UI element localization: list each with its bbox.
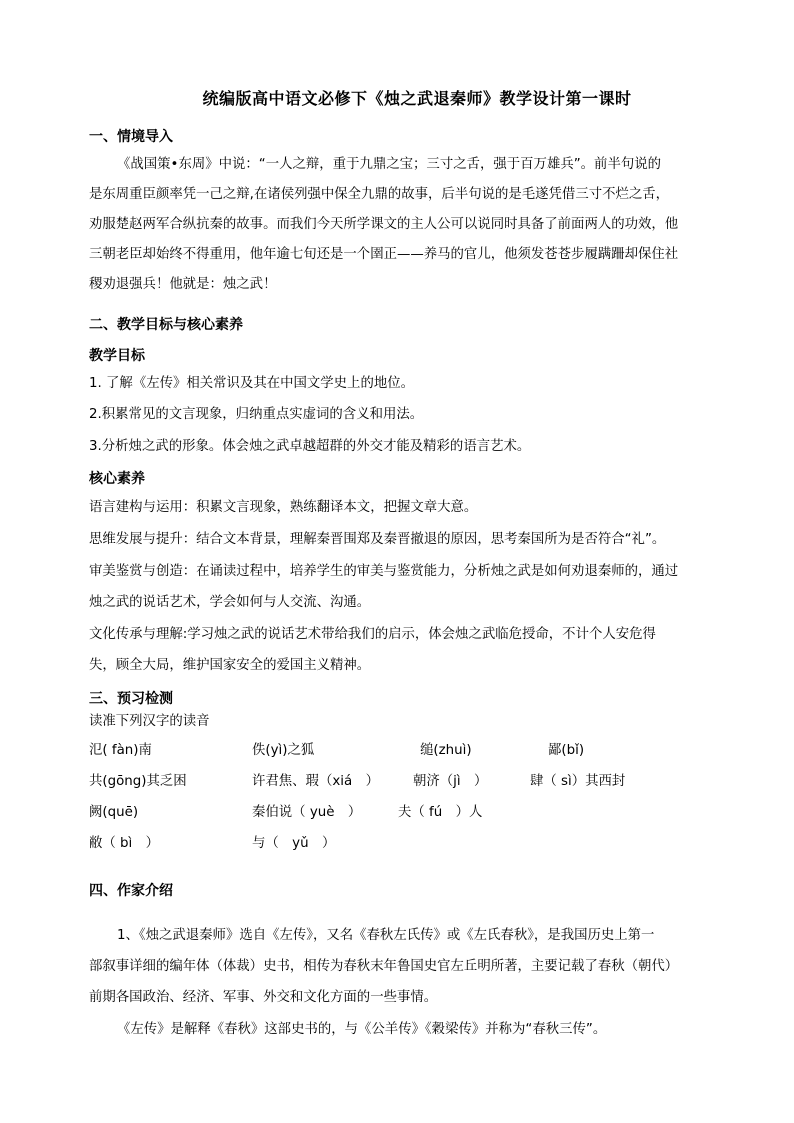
pinyin-item: 秦伯说（ yuè ） bbox=[252, 805, 362, 820]
paragraph-line: 部叙事详细的编年体（体裁）史书，相传为春秋末年鲁国史官左丘明所著，主要记载了春秋（朝代） bbox=[89, 959, 679, 974]
goal-item: 1. 了解《左传》相关常识及其在中国文学史上的地位。 bbox=[89, 376, 415, 391]
paragraph-line: 三朝老臣却始终不得重用，他年逾七旬还是一个圉正——养马的官儿，他须发苍苍步履蹒跚却保住社 bbox=[89, 247, 679, 262]
paragraph-line: 《左传》是解释《春秋》这部史书的，与《公羊传》《穀梁传》并称为“春秋三传”。 bbox=[117, 1022, 607, 1037]
paragraph-line: 前期各国政治、经济、军事、外交和文化方面的一些事情。 bbox=[89, 990, 438, 1005]
core-item: 审美鉴赏与创造：在诵读过程中，培养学生的审美与鉴赏能力，分析烛之武是如何劝退秦师的，通过 bbox=[89, 564, 679, 579]
section-heading-preview: 三、预习检测 bbox=[89, 691, 173, 707]
pinyin-item: 佚(yì)之狐 bbox=[252, 743, 315, 758]
core-item: 烛之武的说话艺术，学会如何与人交流、沟通。 bbox=[89, 595, 371, 610]
paragraph-line: 《战国策•东周》中说：“一人之辩，重于九鼎之宝；三寸之舌，强于百万雄兵”。前半句说的 bbox=[117, 157, 662, 172]
pinyin-item: 肆（ sì）其西封 bbox=[530, 774, 626, 789]
core-item: 失，顾全大局，维护国家安全的爱国主义精神。 bbox=[89, 658, 371, 673]
subheading-core-literacy: 核心素养 bbox=[89, 471, 145, 487]
pinyin-item: 鄙(bǐ) bbox=[548, 743, 585, 758]
pinyin-item: 共(gōng)其乏困 bbox=[89, 774, 187, 789]
paragraph-line: 1、《烛之武退秦师》选自《左传》，又名《春秋左氏传》或《左氏春秋》，是我国历史上第一 bbox=[117, 928, 655, 943]
pinyin-item: 夫（ fú ）人 bbox=[398, 805, 483, 820]
pinyin-item: 与（ yǔ ） bbox=[252, 836, 336, 851]
core-item: 语言建构与运用：积累文言现象，熟练翻译本文，把握文章大意。 bbox=[89, 500, 478, 515]
core-item: 文化传承与理解:学习烛之武的说话艺术带给我们的启示，体会烛之武临危授命，不计个人安危得 bbox=[89, 627, 656, 642]
pinyin-item: 阙(quē) bbox=[89, 805, 139, 820]
paragraph-line: 劝服楚赵两军合纵抗秦的故事。而我们今天所学课文的主人公可以说同时具备了前面两人的功效，他 bbox=[89, 217, 679, 232]
section-heading-goals: 二、教学目标与核心素养 bbox=[89, 317, 243, 333]
section-heading-intro: 一、情境导入 bbox=[89, 129, 173, 145]
document-title: 统编版高中语文必修下《烛之武退秦师》教学设计第一课时 bbox=[202, 89, 632, 108]
core-item: 思维发展与提升：结合文本背景，理解秦晋围郑及秦晋撤退的原因，思考秦国所为是否符合“礼”。 bbox=[89, 532, 666, 547]
pinyin-item: 氾( fàn)南 bbox=[89, 743, 152, 758]
subheading-teaching-goals: 教学目标 bbox=[89, 348, 145, 364]
pinyin-item: 缒(zhuì) bbox=[420, 743, 472, 758]
pinyin-item: 敝（ bì ） bbox=[89, 836, 160, 851]
paragraph-line: 稷劝退强兵！他就是：烛之武！ bbox=[89, 277, 277, 292]
goal-item: 3.分析烛之武的形象。体会烛之武卓越超群的外交才能及精彩的语言艺术。 bbox=[89, 439, 531, 454]
paragraph-line: 是东周重臣颜率凭一己之辩,在诸侯列强中保全九鼎的故事，后半句说的是毛遂凭借三寸不烂之舌， bbox=[89, 187, 670, 202]
pinyin-item: 朝济（jì ） bbox=[413, 774, 488, 789]
section-heading-author: 四、作家介绍 bbox=[89, 883, 173, 899]
goal-item: 2.积累常见的文言现象，归纳重点实虚词的含义和用法。 bbox=[89, 407, 424, 422]
preview-intro: 读准下列汉字的读音 bbox=[89, 714, 210, 729]
pinyin-item: 许君焦、瑕（xiá ） bbox=[252, 774, 379, 789]
